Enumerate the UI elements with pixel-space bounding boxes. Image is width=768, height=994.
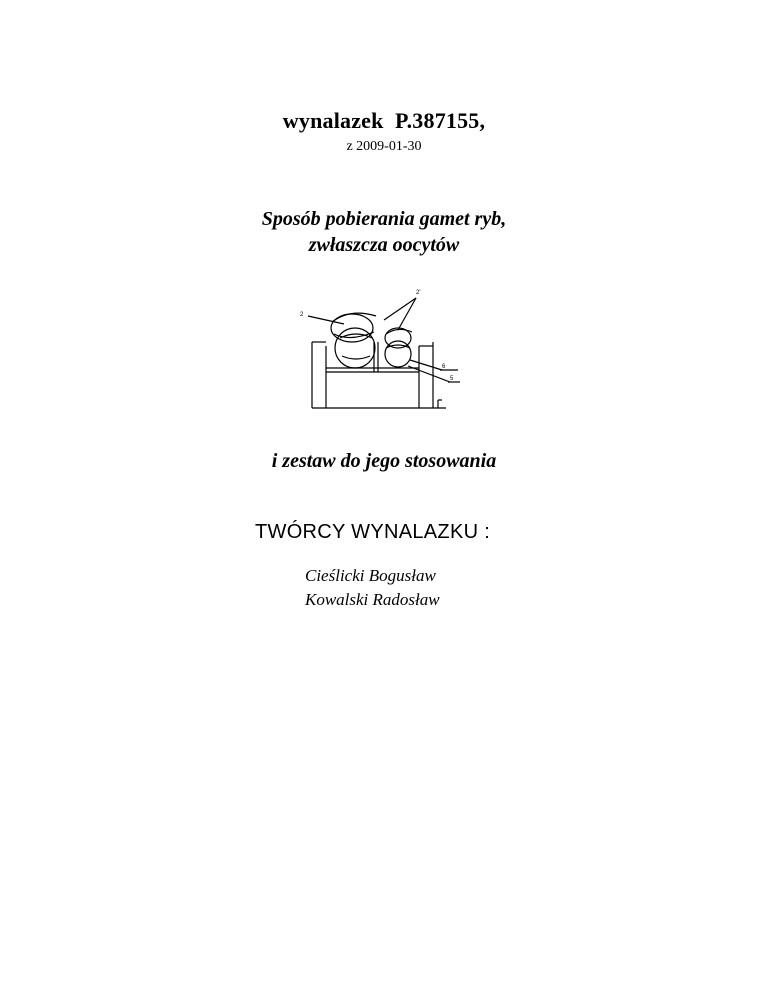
drawing-svg — [290, 282, 470, 417]
subject-line-2: zwłaszcza oocytów — [308, 234, 460, 256]
label-left: 2 — [300, 312, 304, 318]
invention-subject-continuation: i zestaw do jego stosowania — [271, 450, 497, 472]
subject-line-1: Sposób pobierania gamet ryb, — [261, 208, 507, 230]
label-right-lower: 5 — [450, 376, 454, 382]
technical-drawing — [290, 282, 470, 417]
author-name: Kowalski Radosław — [305, 590, 440, 609]
patent-title: wynalazek P.387155, — [282, 108, 486, 133]
authors-heading: TWÓRCY WYNALAZKU : — [255, 521, 491, 543]
patent-date: z 2009-01-30 — [346, 139, 422, 154]
label-right-upper: 6 — [442, 364, 446, 370]
invention-subject — [0, 206, 768, 258]
label-top: 2' — [416, 290, 421, 296]
author-name: Cieślicki Bogusław — [305, 566, 436, 585]
